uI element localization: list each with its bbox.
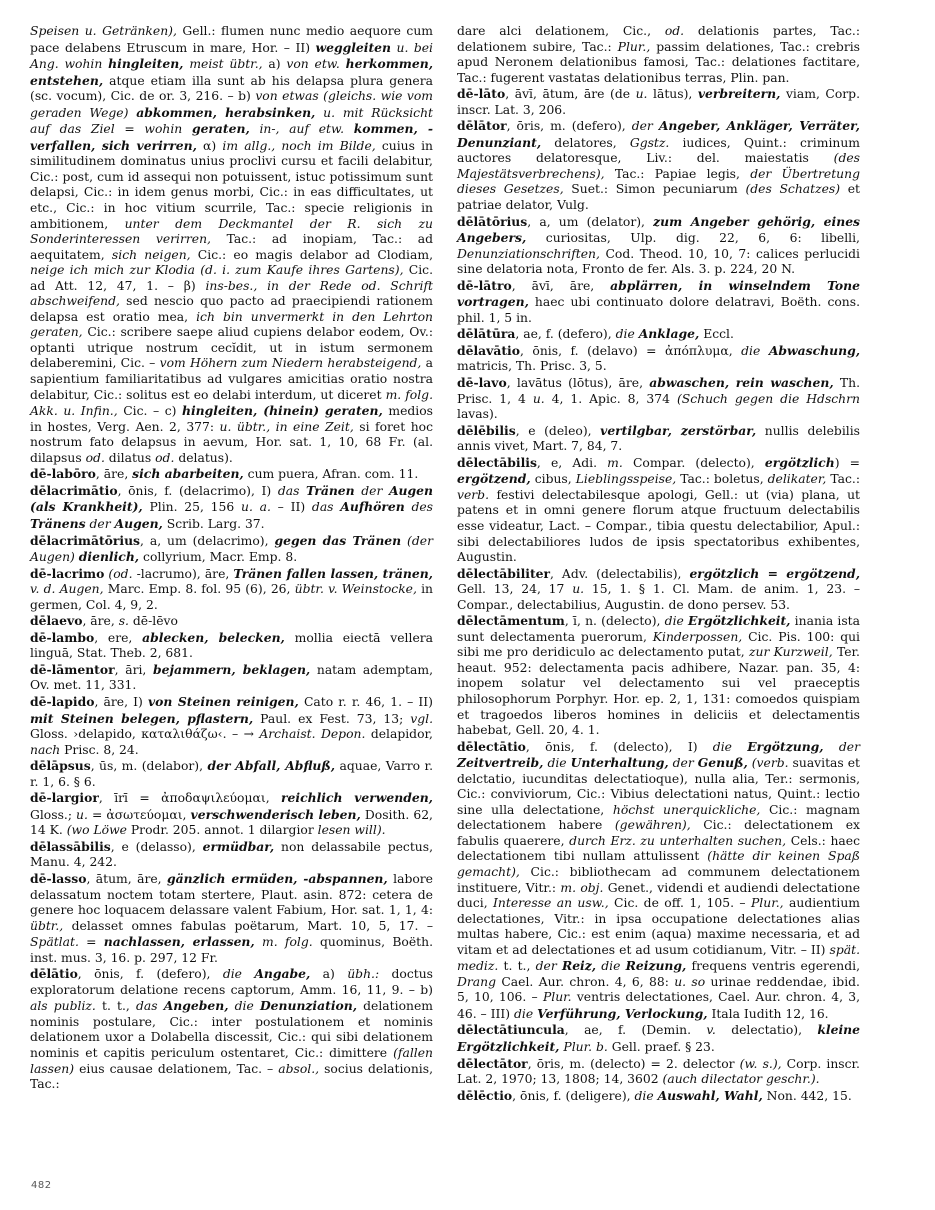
dictionary-entry: dēlātūra, ae, f. (defero), die Anklage, Eccl. — [457, 326, 734, 342]
dictionary-entry: dēlāpsus, ūs, m. (delabor), der Abfall, Abfluß, aquae, Varro r. r. 1, 6. § 6. — [30, 758, 433, 789]
dictionary-entry: dē-labōro, āre, sich abarbeiten, cum puera, Afran. com. 11. — [30, 466, 419, 482]
dictionary-entry: dēlēbilis, e (deleo), vertilgbar, zerstörbar, nullis delebilis annis vivet, Mart. 7, 84, 7. — [457, 422, 860, 454]
dictionary-entry: dēlātōrius, a, um (delator), zum Angeber gehörig, eines Angebers, curiositas, Ulp. dig. 22, 6, 6: libelli, Denunziationschriften, Cod. Theod. 10, 10, 7: calices perlucidi sine delatoria nota, Fronto de fer. Als. 3. p. 224, 20 N. — [457, 213, 860, 277]
dictionary-entry: dēlacrimātio, ōnis, f. (delacrimo), I) das Tränen der Augen (als Krankheit), Plin. 25, 156 u. a. – II) das Aufhören des Tränens der Augen, Scrib. Larg. 37. — [30, 482, 434, 531]
dictionary-entry: dēlavātio, ōnis, f. (delavo) = ἀπόπλυμα, die Abwaschung, matricis, Th. Prisc. 3, 5. — [457, 342, 860, 374]
dictionary-entry: dē-lacrimo (od. -lacrumo), āre, Tränen fallen lassen, tränen, v. d. Augen, Marc. Emp. 8. fol. 95 (6), 26, übtr. v. Weinstocke, in germen, Col. 4, 9, 2. — [30, 565, 433, 612]
dictionary-entry: dē-lātro, āvī, āre, abplärren, in winselndem Tone vortragen, haec ubi continuato dolore delatravi, Boëth. cons. phil. 1, 5 in. — [457, 277, 860, 325]
dictionary-entry: dē-lambo, ere, ablecken, belecken, mollia eiectā vellera linguā, Stat. Theb. 2, 681. — [30, 629, 434, 661]
dictionary-entry: dē-lāto, āvī, ātum, āre (de u. lātus), verbreitern, viam, Corp. inscr. Lat. 3, 206. — [457, 86, 861, 117]
dictionary-entry: dēlectābiliter, Adv. (delectabilis), ergötzlich = ergötzend, Gell. 13, 24, 17 u. 15, 1. § 1. Cl. Mam. de anim. 1, 23. – Compar., delectabilius, Augustin. de dono persev. 53. — [457, 565, 860, 612]
dictionary-entry: dēlectātor, ōris, m. (delecto) = 2. delector (w. s.), Corp. inscr. Lat. 2, 1970; 13, 1808; 14, 3602 (auch dilectator geschr.). — [457, 1055, 860, 1087]
dictionary-entry: dēlassābilis, e (delasso), ermüdbar, non delassabile pectus, Manu. 4, 242. — [30, 838, 433, 870]
page-columns — [30, 24, 910, 1154]
dictionary-entry: dēlaevo, āre, s. dē-lēvo — [30, 613, 178, 629]
dictionary-entry: dēlātio, ōnis, f. (defero), die Angabe, a) übh.: doctus exploratorum delatione recens captorum, Amm. 16, 11, 9. – b) als publiz. t. t., das Angeben, die Denunziation, delationem nominis postulare, Cic.: inter postulationem et nominis delationem uxor a Dolabella discessit, Cic.: qui sibi delationem nominis et capitis periculum ostentaret, Cic.: dimittere (fallen lassen) eius causae delationem, Tac. – absol., socius delationis, Tac.: — [30, 966, 433, 1092]
dictionary-entry: dē-lāmentor, āri, bejammern, beklagen, natam ademptam, Ov. met. 11, 331. — [30, 661, 433, 693]
entry-continuation: Speisen u. Getränken), Gell.: flumen nunc medio aequore cum pace delabens Etruscum in mare, Hor. – II) weggleiten u. bei Ang. wohin hingleiten, meist übtr., a) von etw. herkommen, entstehen, atque etiam illa sunt ab his delapsa plura genera (sc. vocum), Cic. de or. 3, 216. – b) von etwas (gleichs. wie vom geraden Wege) abkommen, herabsinken, u. mit Rücksicht auf das Ziel = wohin geraten, in-, auf etw. kommen, -verfallen, sich verirren, α) im allg., noch im Bilde, cuius in similitudinem dominatus unius proclivi cursu et facili delabitur, Cic.: post, cum id assequi non potuissent, istuc potissimum sunt delapsi, Cic.: in idem genus morbi, Cic.: in eas difficultates, ut etc., Cic.: in hoc vitium scurrile, Tac.: specie religionis in ambitionem, unter dem Deckmantel der R. sich zu Sonderinteressen verirren, Tac.: ad inopiam, Tac.: ad aequitatem, sich neigen, Cic.: eo magis delabor ad Clodiam, neige ich mich zur Klodia (d. i. zum Kaufe ihres Gartens), Cic. ad Att. 12, 47, 1. – β) ins-bes., in der Rede od. Schrift abschweifend, sed nescio quo pacto ad praecipiendi rationem delapsa est oratio mea, ich bin unvermerkt in den Lehrton geraten, Cic.: scribere saepe aliud cupiens delabor eodem, Ov.: optanti utrique nostrum cecĭdit, ut in istum sermonem delaberemini, Cic. – vom Höhern zum Niedern herabsteigend, a sapientium familiaritatibus ad vulgares amicitias oratio nostra delabitur, Cic.: solitus est eo delabi interdum, ut diceret m. folg. Akk. u. Infin., Cic. – c) hingleiten, (hinein) geraten, medios in hostes, Verg. Aen. 2, 377: u. übtr., in eine Zeit, si foret hoc nostrum fato delapsus in aevum, Hor. sat. 1, 10, 68 Fr. (al. dilapsus od. dilatus od. delatus). — [30, 24, 434, 465]
dictionary-entry: dēlacrimātōrius, a, um (delacrimo), gegen das Tränen (der Augen) dienlich, collyrium, Macr. Emp. 8. — [30, 532, 433, 565]
left-text-column — [30, 24, 433, 1154]
dictionary-entry: dē-lapido, āre, I) von Steinen reinigen, Cato r. r. 46, 1. – II) mit Steinen belegen, pflastern, Paul. ex Fest. 73, 13; vgl. Gloss. ›delapido, καταλιθάζω‹. – → Archaist. Depon. delapidor, nach Prisc. 8, 24. — [30, 693, 433, 757]
dictionary-entry: dēlectātiuncula, ae, f. (Demin. v. delectatio), kleine Ergötzlichkeit, Plur. b. Gell. praef. § 23. — [457, 1022, 860, 1054]
entry-continuation: dare alci delationem, Cic., od. delationis partes, Tac.: delationem subire, Tac.: Plur., passim delationes, Tac.: crebris apud Neronem delationibus famosi, Tac.: delationes factitare, Tac.: fugerent vastatas delationibus terras, Plin. pan. — [457, 24, 860, 85]
dictionary-entry: dē-largior, īrī = ἀποδαψιλεύομαι, reichlich verwenden, Gloss.; u. = ἀσωτεύομαι, verschwenderisch leben, Dosith. 62, 14 K. (wo Löwe Prodr. 205. annot. 1 dilargior lesen will). — [30, 790, 433, 838]
page-number: 482 — [31, 1180, 52, 1191]
dictionary-entry: dēlectābilis, e, Adi. m. Compar. (delecto), ergötzlich) = ergötzend, cibus, Lieblingsspeise, Tac.: boletus, delikater, Tac.: verb. festivi delectabilesque apologi, Gell.: ut (via) plana, ut patens et in omni genere florum atque fructuum delectabilis esse videatur, Lact. – Compar., tibia questu delectabilior, Apul.: sibi delectabiliores ludos de ipsis spectatoribus exhibentes, Augustin. — [457, 454, 860, 565]
dictionary-entry: dē-lavo, lavātus (lōtus), āre, abwaschen, rein waschen, Th. Prisc. 1, 4 u. 4, 1. Apic. 8, 374 (Schuch gegen die Hdschrn lavas). — [457, 375, 861, 422]
dictionary-entry: dē-lasso, ātum, āre, gänzlich ermüden, -abspannen, labore delassatum noctem totam stertere, Plaut. asin. 872: cetera de genere hoc loquacem delassare valent Fabium, Hor. sat. 1, 1, 4: übtr., delasset omnes fabulas poëtarum, Mart. 10, 5, 17. – Spätlat. = nachlassen, erlassen, m. folg. quominus, Boëth. inst. mus. 3, 16. p. 297, 12 Fr. — [30, 870, 433, 965]
dictionary-entry: dēlēctio, ōnis, f. (deligere), die Auswahl, Wahl, Non. 442, 15. — [457, 1087, 852, 1103]
right-text-column — [457, 24, 860, 1154]
dictionary-entry: dēlectāmentum, ī, n. (delecto), die Ergötzlichkeit, inania ista sunt delectamenta puerorum, Kinderpossen, Cic. Pis. 100: qui sibi me pro deridiculo ac delectamento putat, zur Kurzweil, Ter. heaut. 952: delectamenta pacis adhibere, Nazar. pan. 35, 4: inopem solatur vel delectamento sui vel praeceptis philosophorum Porphyr. Hor. ep. 2, 1, 131: comoedos quispiam et tragoedos liberos homines in deliciis et delectamentis habebat, Gell. 20, 4. 1. — [457, 613, 860, 738]
dictionary-entry: dēlātor, ōris, m. (defero), der Angeber, Ankläger, Verräter, Denunziant, delatores, Ggstz. iudices, Quint.: criminum auctores delatoresque, Liv.: del. maiestatis (des Majestätsverbrechens), Tac.: Papiae legis, der Übertretung dieses Gesetzes, Suet.: Simon pecuniarum (des Schatzes) et patriae delator, Vulg. — [457, 118, 861, 213]
dictionary-entry: dēlectātio, ōnis, f. (delecto), I) die Ergötzung, der Zeitvertreib, die Unterhaltung, der Genuß, (verb. suavitas et delctatio, iucunditas delectatioque), nulla alia, Ter.: sermonis, Cic.: conviviorum, Cic.: Vibius delectationi natus, Quint.: lectio sine ulla delectatione, höchst unerquickliche, Cic.: magnam delectationem habere (gewähren), Cic.: delectationem ex fabulis quaerere, durch Erz. zu unterhalten suchen, Cels.: haec delectationem tibi nullam attulissent (hätte dir keinen Spaß gemacht), Cic.: bibliothecam ad communem delectationem instituere, Vitr.: m. obj. Genet., videndi et audiendi delectatione duci, Interesse an usw., Cic. de off. 1, 105. – Plur., audientium delectationes, Vitr.: in ipsa occupatione delectationes alias multas habere, Cic.: est enim (aqua) maxime necessaria, et ad vitam et ad delectationes et ad usum cotidianum, Vitr. – II) spät. mediz. t. t., der Reiz, die Reizung, frequens ventris egerendi, Drang Cael. Aur. chron. 4, 6, 88: u. so urinae reddendae, ibid. 5, 10, 106. – Plur. ventris delectationes, Cael. Aur. chron. 4, 3, 46. – III) die Verführung, Verlockung, Itala Iudith 12, 16. — [457, 738, 861, 1021]
